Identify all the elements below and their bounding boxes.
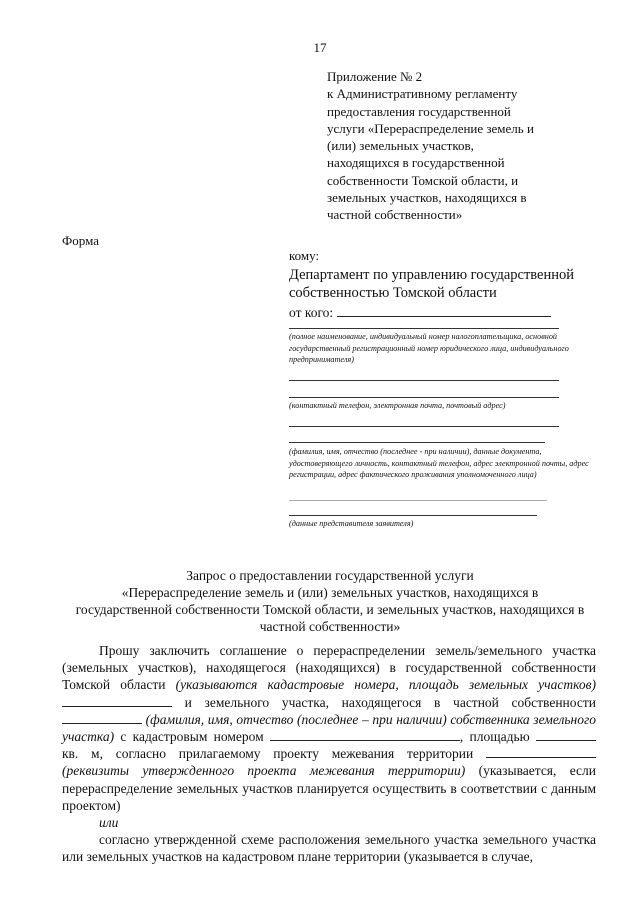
department-name [289, 266, 599, 302]
request-paragraph: согласно утвержденной схеме расположения земельного участка земельного участка или земельных участков на кадастровом плане территории (указывается в случае, [62, 832, 596, 865]
representative-input-line[interactable] [289, 515, 537, 516]
appendix-line: (или) земельных участков, [327, 138, 474, 154]
appendix-heading [327, 68, 587, 224]
appendix-line: частной собственности» [327, 207, 463, 223]
representative-hint: (данные представителя заявителя) [289, 519, 414, 528]
body-text: , площадью [459, 729, 536, 745]
appendix-line: предоставления государственной [327, 103, 511, 119]
body-text: Прошу заключить соглашение о перераспределении земель/земельного участка (земельных участков), находящегося (находящихся) в государственной собственности Томской области [62, 643, 596, 693]
appendix-line: находящихся в государственной [327, 155, 505, 171]
body-text: с кадастровым номером [114, 729, 270, 745]
person-input-line[interactable] [289, 426, 559, 427]
request-paragraph [62, 642, 596, 814]
from-label: от кого: [289, 305, 334, 320]
contacts-input-line[interactable] [289, 380, 559, 381]
request-title-line: государственной собственности Томской области, и земельных участков, находящихся в [75, 602, 585, 617]
appendix-line: собственности Томской области, и [327, 172, 519, 188]
appendix-line: Приложение № 2 [327, 69, 423, 84]
request-title-line: «Перераспределение земель и (или) земельных участков, находящихся в [121, 585, 539, 600]
owner-input-line[interactable] [62, 712, 142, 724]
from-input-line[interactable] [337, 304, 551, 317]
body-text: (указывается, если перераспределение земельных участков планируется осуществить в соответствии с данным проектом) [62, 763, 596, 813]
cadastral-number-input-line[interactable] [270, 729, 460, 741]
request-title-line: Запрос о предоставлении государственной услуги [186, 568, 474, 583]
body-italic-text: (фамилия, имя, отчество (последнее – при наличии) собственника земельного участка) [62, 711, 596, 745]
or-label: или [99, 815, 119, 831]
department-line: Департамент по управлению государственной [289, 267, 575, 283]
department-line: собственностью Томской области [289, 285, 497, 301]
page-number: 17 [313, 40, 327, 55]
request-title [40, 567, 620, 635]
contacts-input-line[interactable] [289, 397, 559, 398]
request-body [62, 642, 596, 866]
recipient-block [289, 248, 599, 321]
appendix-line: услуги «Перераспределение земель и [327, 120, 534, 136]
survey-project-input-line[interactable] [486, 746, 596, 758]
body-italic-text: (реквизиты утвержденного проекта межевания территории) [62, 763, 466, 779]
appendix-line: к Административному регламенту [327, 86, 518, 102]
to-label: кому: [289, 248, 320, 263]
request-title-line: частной собственности» [259, 619, 401, 634]
body-text: и земельного участка, находящегося в частной собственности [172, 694, 596, 710]
applicant-input-line[interactable] [289, 328, 559, 329]
applicant-hint: (полное наименование, индивидуальный номер налогоплательщика, основной государственный регистрационный номер юридического лица, индивидуального предпринимателя) [289, 332, 569, 364]
body-text: кв. м, согласно прилагаемому проекту межевания территории [62, 746, 486, 762]
area-input-line[interactable] [536, 729, 596, 741]
appendix-line: земельных участков, находящихся в [327, 190, 527, 206]
person-input-line[interactable] [289, 442, 545, 443]
contacts-hint: (контактный телефон, электронная почта, почтовый адрес) [289, 401, 506, 410]
cadastral-input-line[interactable] [62, 695, 172, 707]
from-row [289, 304, 599, 321]
representative-input-line[interactable] [289, 500, 547, 501]
form-label: Форма [62, 233, 99, 248]
person-hint: (фамилия, имя, отчество (последнее - при наличии), данные документа, удостоверяющего личность, контактный телефон, адрес электронной почты, адрес регистрации, адрес фактического проживания уполномоченного лица) [289, 447, 589, 479]
body-italic-text: (указываются кадастровые номера, площадь земельных участков) [175, 677, 597, 693]
